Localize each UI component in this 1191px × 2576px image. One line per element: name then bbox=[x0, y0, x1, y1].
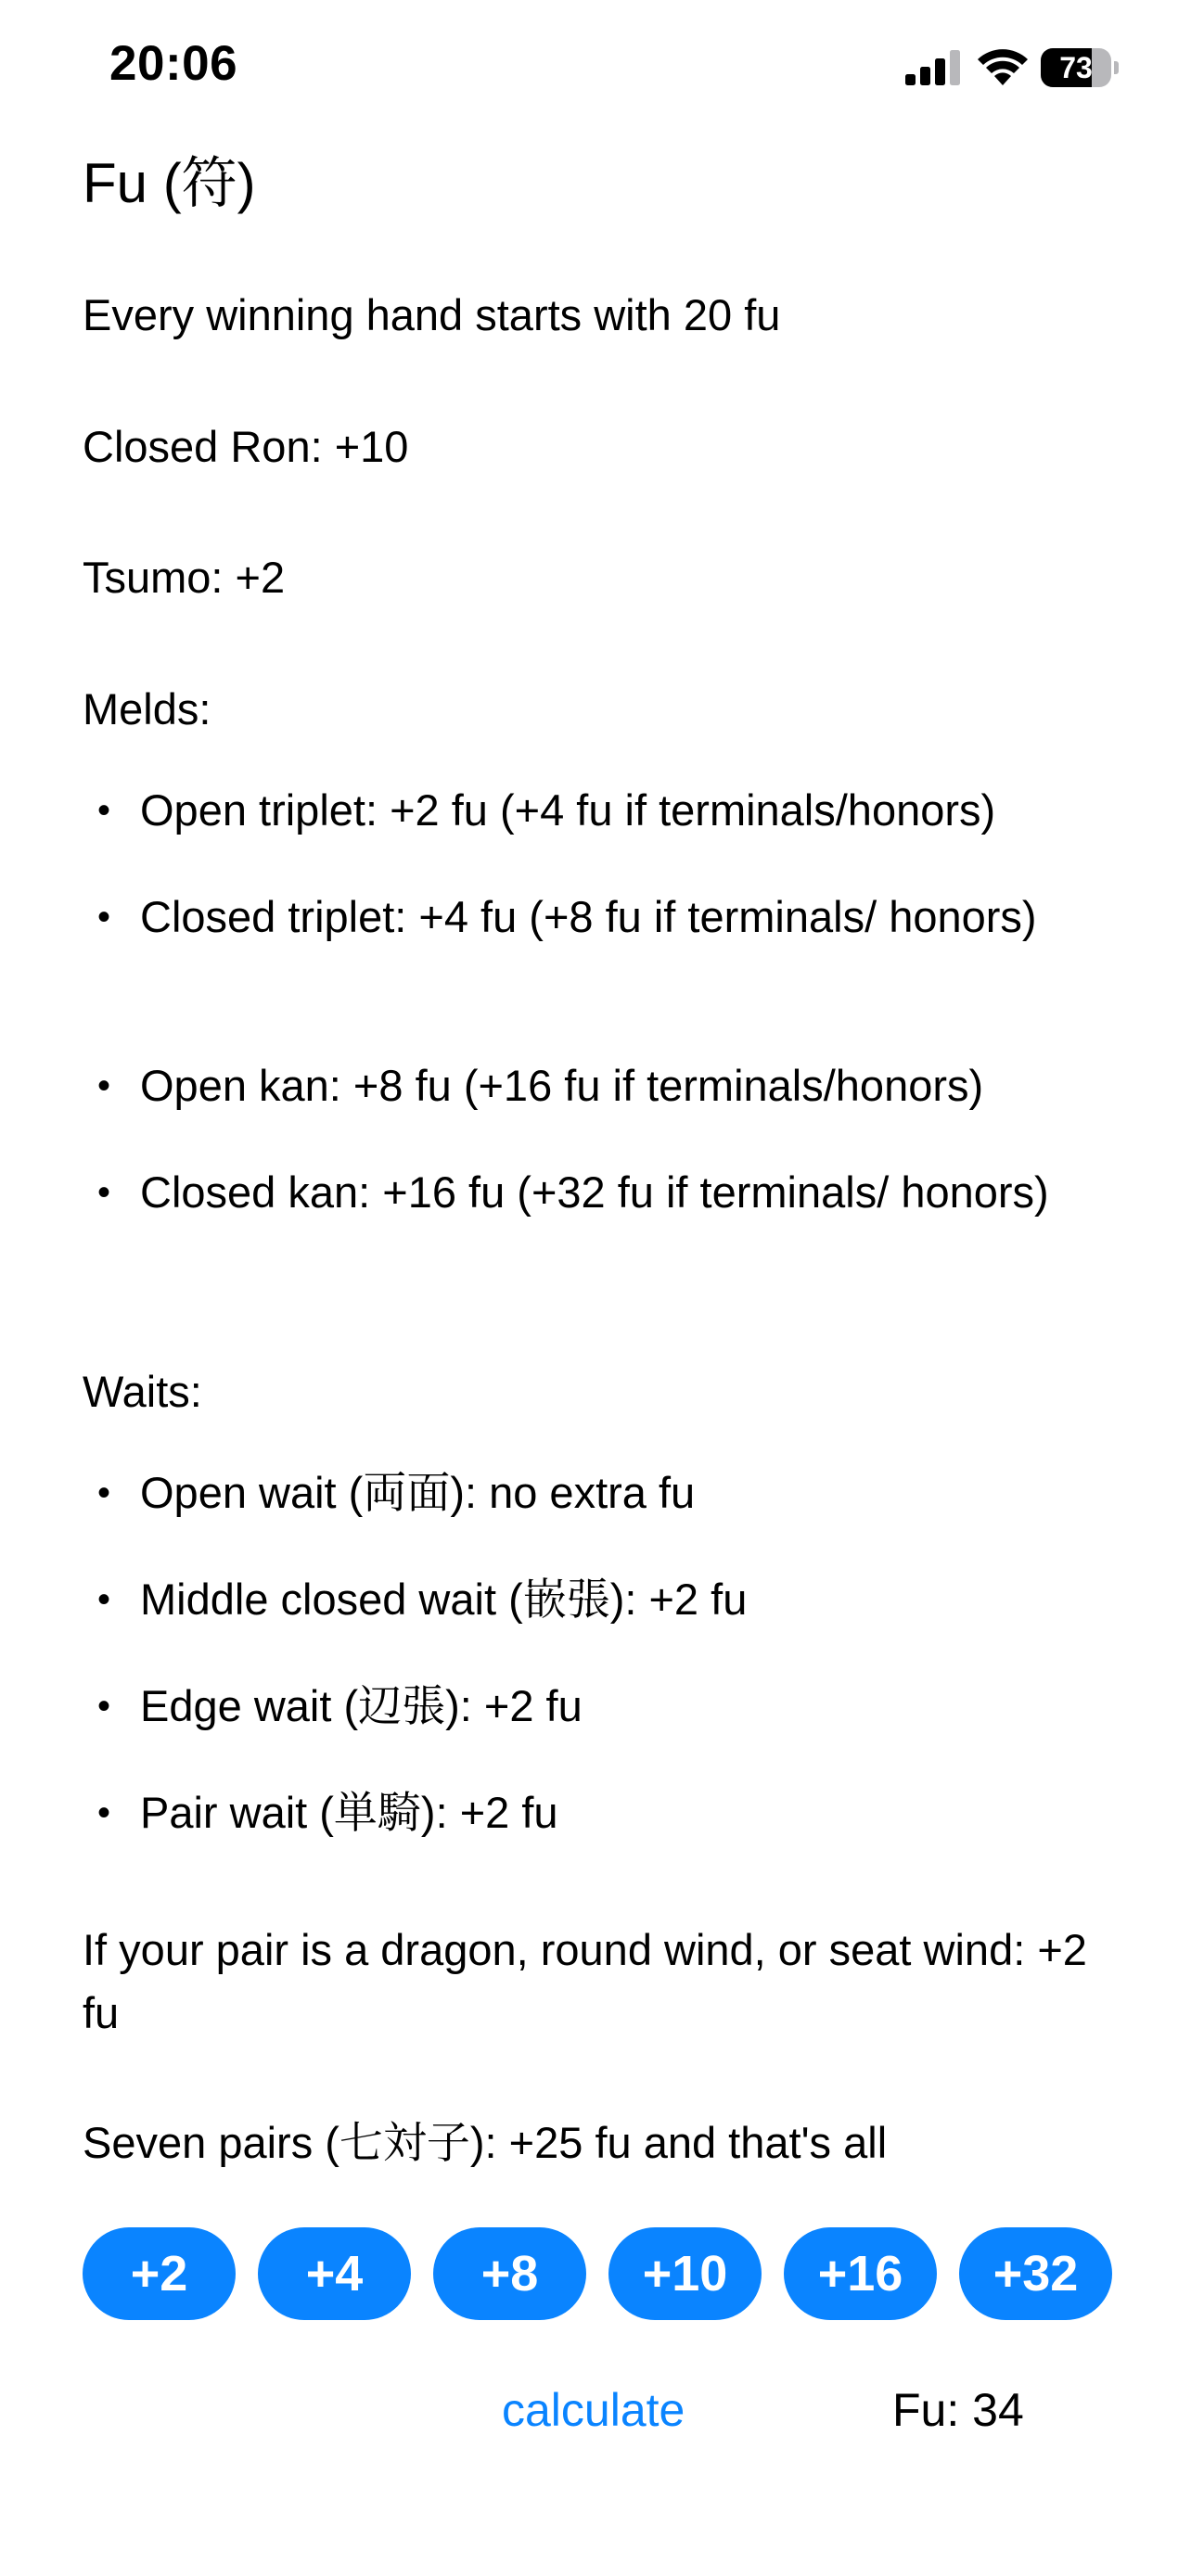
battery-percent: 73 bbox=[1059, 51, 1093, 84]
meld-list-item bbox=[83, 779, 1131, 842]
meld-list-item bbox=[83, 1054, 1131, 1117]
meld-text: Closed kan: +16 fu (+32 fu if terminals/ honors) bbox=[140, 1167, 1049, 1217]
bullet-icon: • bbox=[97, 1065, 111, 1106]
wait-text: Pair wait (単騎): +2 fu bbox=[140, 1788, 558, 1837]
page-title: Fu (符) bbox=[83, 152, 256, 214]
fu-button-row bbox=[83, 2227, 1112, 2320]
wait-list-item bbox=[83, 1568, 1131, 1631]
add-32-fu-button[interactable]: +32 bbox=[959, 2227, 1112, 2320]
battery-indicator bbox=[1041, 48, 1119, 87]
calculate-button[interactable]: calculate bbox=[502, 2384, 685, 2436]
melds-heading: Melds: bbox=[83, 684, 211, 733]
bullet-icon: • bbox=[97, 897, 111, 937]
wifi-icon bbox=[976, 45, 1030, 85]
add-8-fu-button[interactable]: +8 bbox=[433, 2227, 586, 2320]
meld-list-item bbox=[83, 886, 1131, 949]
tsumo-text: Tsumo: +2 bbox=[83, 553, 286, 602]
bullet-icon: • bbox=[97, 1686, 111, 1727]
base-fu-text: Every winning hand starts with 20 fu bbox=[83, 290, 781, 339]
battery-icon bbox=[1041, 48, 1111, 87]
pair-rule-text: If your pair is a dragon, round wind, or seat wind: +2 fu bbox=[83, 1925, 1087, 2037]
wait-text: Edge wait (辺張): +2 fu bbox=[140, 1681, 583, 1730]
add-16-fu-button[interactable]: +16 bbox=[784, 2227, 937, 2320]
meld-text: Open triplet: +2 fu (+4 fu if terminals/honors) bbox=[140, 785, 996, 835]
add-4-fu-button[interactable]: +4 bbox=[258, 2227, 411, 2320]
status-bar bbox=[0, 0, 1191, 139]
fu-result-text: Fu: 34 bbox=[892, 2384, 1024, 2436]
wait-text: Open wait (両面): no extra fu bbox=[140, 1468, 696, 1517]
battery-cap bbox=[1114, 61, 1119, 74]
status-time: 20:06 bbox=[109, 36, 238, 91]
wait-text: Middle closed wait (嵌張): +2 fu bbox=[140, 1575, 748, 1624]
meld-text: Open kan: +8 fu (+16 fu if terminals/honors) bbox=[140, 1061, 984, 1110]
add-10-fu-button[interactable]: +10 bbox=[608, 2227, 762, 2320]
meld-list-item bbox=[83, 1161, 1131, 1224]
bullet-icon: • bbox=[97, 790, 111, 831]
seven-pairs-text: Seven pairs (七対子): +25 fu and that's all bbox=[83, 2118, 888, 2167]
add-2-fu-button[interactable]: +2 bbox=[83, 2227, 236, 2320]
bullet-icon: • bbox=[97, 1579, 111, 1620]
bullet-icon: • bbox=[97, 1473, 111, 1513]
wait-list-item bbox=[83, 1675, 1131, 1738]
wait-list-item bbox=[83, 1781, 1131, 1844]
closed-ron-text: Closed Ron: +10 bbox=[83, 422, 409, 471]
meld-text: Closed triplet: +4 fu (+8 fu if terminals/ honors) bbox=[140, 892, 1037, 941]
wait-list-item bbox=[83, 1461, 1131, 1524]
bullet-icon: • bbox=[97, 1172, 111, 1213]
bullet-icon: • bbox=[97, 1792, 111, 1833]
cellular-signal-icon bbox=[905, 50, 963, 85]
waits-heading: Waits: bbox=[83, 1367, 202, 1416]
